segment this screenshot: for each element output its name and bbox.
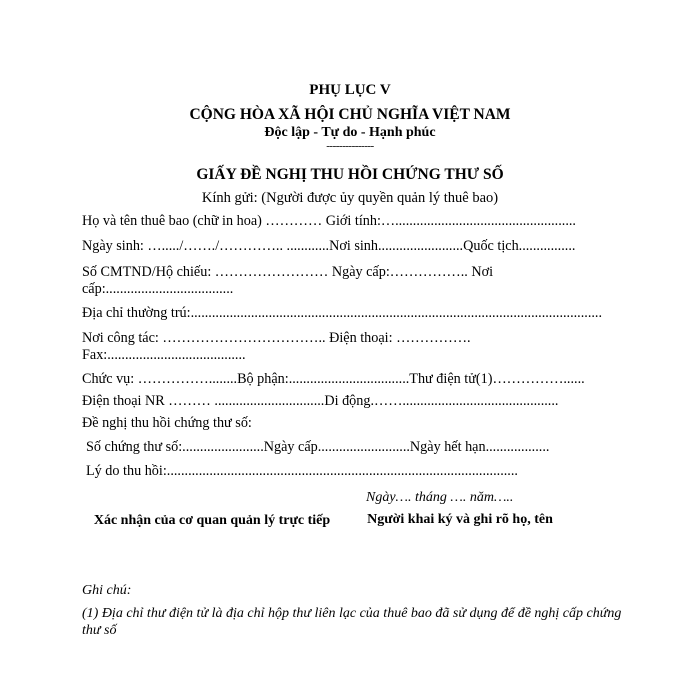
field-certificate: Số chứng thư số:.......................Ngày cấp..........................Ngày hết hạn..................	[86, 439, 550, 455]
note-label: Ghi chú:	[82, 583, 132, 598]
note-text: (1) Địa chỉ thư điện tử là địa chỉ hộp thư liên lạc của thuê bao đã sử dụng để đề nghị cấp chứng thư số	[82, 606, 622, 638]
field-work-line1: Nơi công tác: …………………………….. Điện thoại: …………….	[82, 330, 471, 346]
motto: Độc lập - Tự do - Hạnh phúc	[264, 125, 436, 140]
field-name: Họ và tên thuê bao (chữ in hoa) ………… Giới tính:…...................................................	[82, 213, 576, 229]
field-reason: Lý do thu hồi:...................................................................................................	[86, 463, 518, 479]
form-title: GIẤY ĐỀ NGHỊ THU HỒI CHỨNG THƯ SỐ	[196, 166, 504, 183]
national-title: CỘNG HÒA XÃ HỘI CHỦ NGHĨA VIỆT NAM	[189, 106, 511, 123]
field-work-line2: Fax:.......................................	[82, 347, 246, 363]
header-separator: ---------------	[326, 140, 374, 152]
field-id-line2: cấp:....................................	[82, 281, 234, 297]
applicant-signature-title: Người khai ký và ghi rõ họ, tên	[367, 512, 553, 527]
field-request: Đề nghị thu hồi chứng thư số:	[82, 415, 252, 431]
agency-confirmation-title: Xác nhận của cơ quan quản lý trực tiếp	[93, 513, 331, 528]
field-birth: Ngày sinh: …...../……./………….. ............Nơi sinh........................Quốc tịch................	[82, 238, 576, 254]
appendix-heading: PHỤ LỤC V	[309, 82, 391, 98]
field-address: Địa chỉ thường trú:....................................................................................................................	[82, 305, 603, 321]
signature-date: Ngày…. tháng …. năm…..	[366, 490, 514, 505]
field-phone: Điện thoại NR ……… ...............................Di động.……............................................	[82, 393, 559, 409]
field-id-line1: Số CMTND/Hộ chiếu: …………………… Ngày cấp:…………….. Nơi	[82, 264, 494, 280]
field-position: Chức vụ: ……………........Bộ phận:..................................Thư điện tử(1)……………......	[82, 371, 585, 387]
addressee-line: Kính gửi: (Người được ủy quyền quản lý thuê bao)	[201, 190, 499, 206]
